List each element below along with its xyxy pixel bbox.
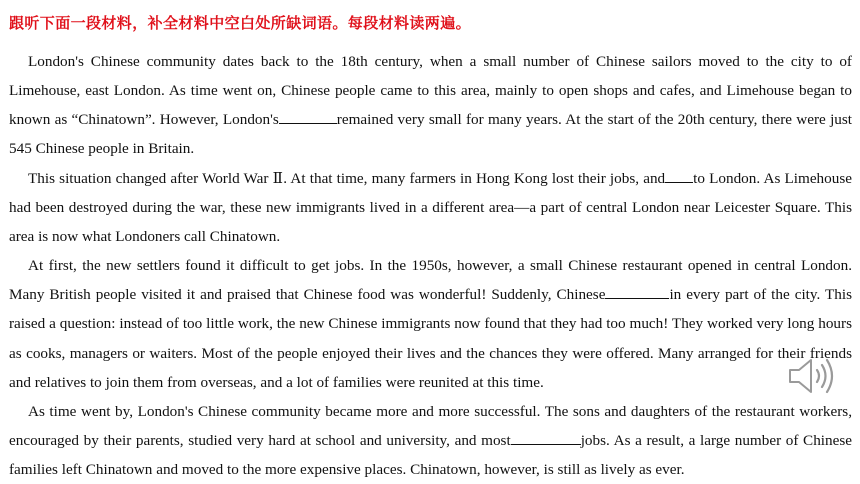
paragraph-2 [9,164,852,251]
fill-in-blank-4 [511,430,581,445]
fill-in-blank-2 [665,168,693,183]
paragraph-3 [9,251,852,397]
paragraph-3-text-a: At first, the new settlers found it difficult to get jobs. In the 1950s, however, a small Chinese restaurant opened in central London. Many British people visited it and praised that Chinese food was wonderful! Suddenly, Chinese [9,257,852,304]
paragraph-4-text-b: jobs. As a result, a large number of Chinese families left Chinatown and moved to the more expensive places. Chinatown, however, is still as lively as ever. [9,432,852,479]
paragraph-4 [9,397,852,484]
paragraph-2-text-b: to London. As Limehouse had been destroyed during the war, these new immigrants lived in a different area—a part of central London near Leicester Square. This area is now what Londoners call Chinatown. [9,169,852,245]
paragraph-1-text-b: remained very small for many years. At the start of the 20th century, there were just 545 Chinese people in Britain. [9,111,853,158]
paragraph-2-text-a: This situation changed after World War Ⅱ. At that time, many farmers in Hong Kong lost their jobs, and [28,169,666,187]
fill-in-blank-1 [279,109,337,124]
paragraph-1 [9,47,852,164]
paragraph-1-text-a: London's Chinese community dates back to the 18th century, when a small number of Chinese sailors moved to the city to of Limehouse, east London. As time went on, Chinese people came to this area, mainly to open shops and cafes, and Limehouse began to known as “Chinatown”. However, London's [9,53,852,129]
speaker-icon [784,355,838,397]
instruction-heading: 跟听下面一段材料，补全材料中空白处所缺词语。每段材料读两遍。 [9,14,472,32]
paragraph-4-text-a: As time went by, London's Chinese community became more and more successful. The sons and daughters of the restaurant workers, encouraged by their parents, studied very hard at school and university, and most [9,402,852,450]
fill-in-blank-3 [605,284,669,299]
paragraph-3-text-b: in every part of the city. This raised a question: instead of too little work, the new Chinese immigrants now found that they had too much! They worked very long hours as cooks, managers or waiters. Most of the people enjoyed their lives and the chances they were offered. Many arranged for their friends and relatives to join them from overseas, and a lot of families were reunited at this time. [9,286,852,391]
passage-text [9,47,852,484]
audio-play-button[interactable] [784,355,838,397]
